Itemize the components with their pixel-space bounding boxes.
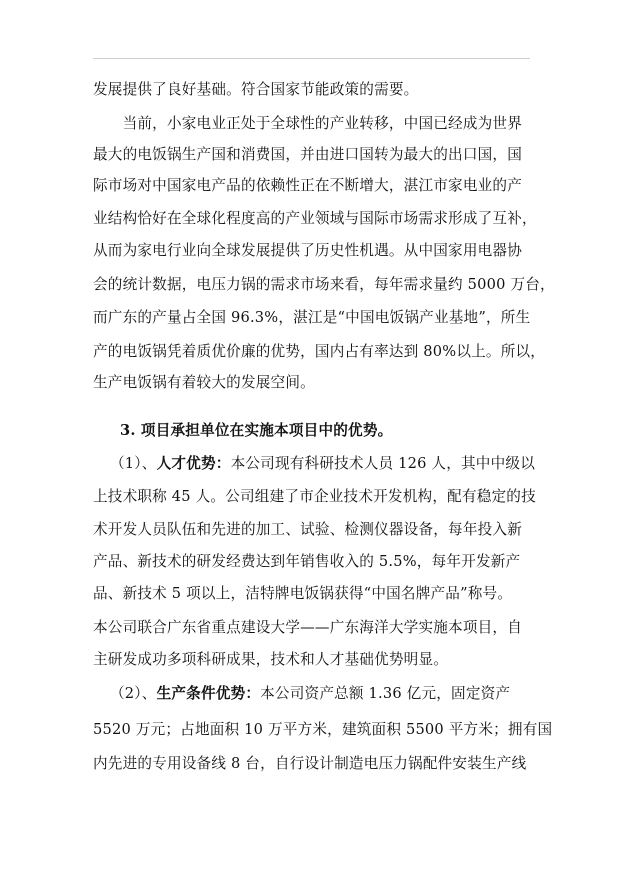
- talent-first-line: [110, 454, 550, 474]
- body-line: 品、新技术 5 项以上，洁特牌电饭锅获得“中国名牌产品”称号。: [93, 585, 513, 602]
- body-line: 业结构恰好在全球化程度高的产业领域与国际市场需求形成了互补，: [93, 210, 537, 227]
- body-line: 上技术职称 45 人。公司组建了市企业技术开发机构，配有稳定的技: [93, 488, 536, 505]
- body-line: 从而为家电行业向全球发展提供了历史性机遇。从中国家用电器协: [93, 242, 523, 259]
- body-line: 而广东的产量占全国 96.3%，湛江是“中国电饭锅产业基地”，所生: [93, 309, 531, 326]
- body-line: 内先进的专用设备线 8 台，自行设计制造电压力锅配件安装生产线: [93, 755, 527, 772]
- body-line: 本公司联合广东省重点建设大学——广东海洋大学实施本项目，自: [93, 619, 523, 636]
- body-line: 5520 万元；占地面积 10 万平方米，建筑面积 5500 平方米；拥有国: [93, 721, 553, 738]
- body-line: 主研发成功多项科研成果，技术和人才基础优势明显。: [93, 651, 449, 668]
- body-line: 发展提供了良好基础。符合国家节能政策的需要。: [93, 81, 419, 98]
- body-line: 会的统计数据，电压力锅的需求市场来看，每年需求量约 5000 万台，: [93, 276, 555, 293]
- production-first-text: 本公司资产总额 1.36 亿元，固定资产: [260, 685, 511, 702]
- production-prefix: （2）、: [110, 685, 157, 702]
- body-line: 产品、新技术的研发经费达到年销售收入的 5.5%，每年开发新产: [93, 553, 521, 570]
- body-line: 产的电饭锅凭着质优价廉的优势，国内占有率达到 80%以上。所以，: [93, 343, 546, 360]
- production-label: 生产条件优势：: [156, 685, 261, 702]
- talent-prefix: （1）、: [110, 455, 157, 472]
- section-heading: 3. 项目承担单位在实施本项目中的优势。: [120, 422, 393, 439]
- body-line: 际市场对中国家电产品的依赖性正在不断增大，湛江市家电业的产: [93, 177, 523, 194]
- body-line: 术开发人员队伍和先进的加工、试验、检测仪器设备，每年投入新: [93, 521, 523, 538]
- body-line: 最大的电饭锅生产国和消费国，并由进口国转为最大的出口国，国: [93, 146, 523, 163]
- body-line: 当前，小家电业正处于全球性的产业转移，中国已经成为世界: [93, 115, 523, 132]
- talent-first-text: 本公司现有科研技术人员 126 人，其中中级以: [230, 455, 535, 472]
- talent-label: 人才优势：: [156, 455, 231, 472]
- header-rule: [93, 58, 530, 59]
- body-line: 生产电饭锅有着较大的发展空间。: [93, 374, 315, 391]
- production-first-line: [110, 684, 550, 704]
